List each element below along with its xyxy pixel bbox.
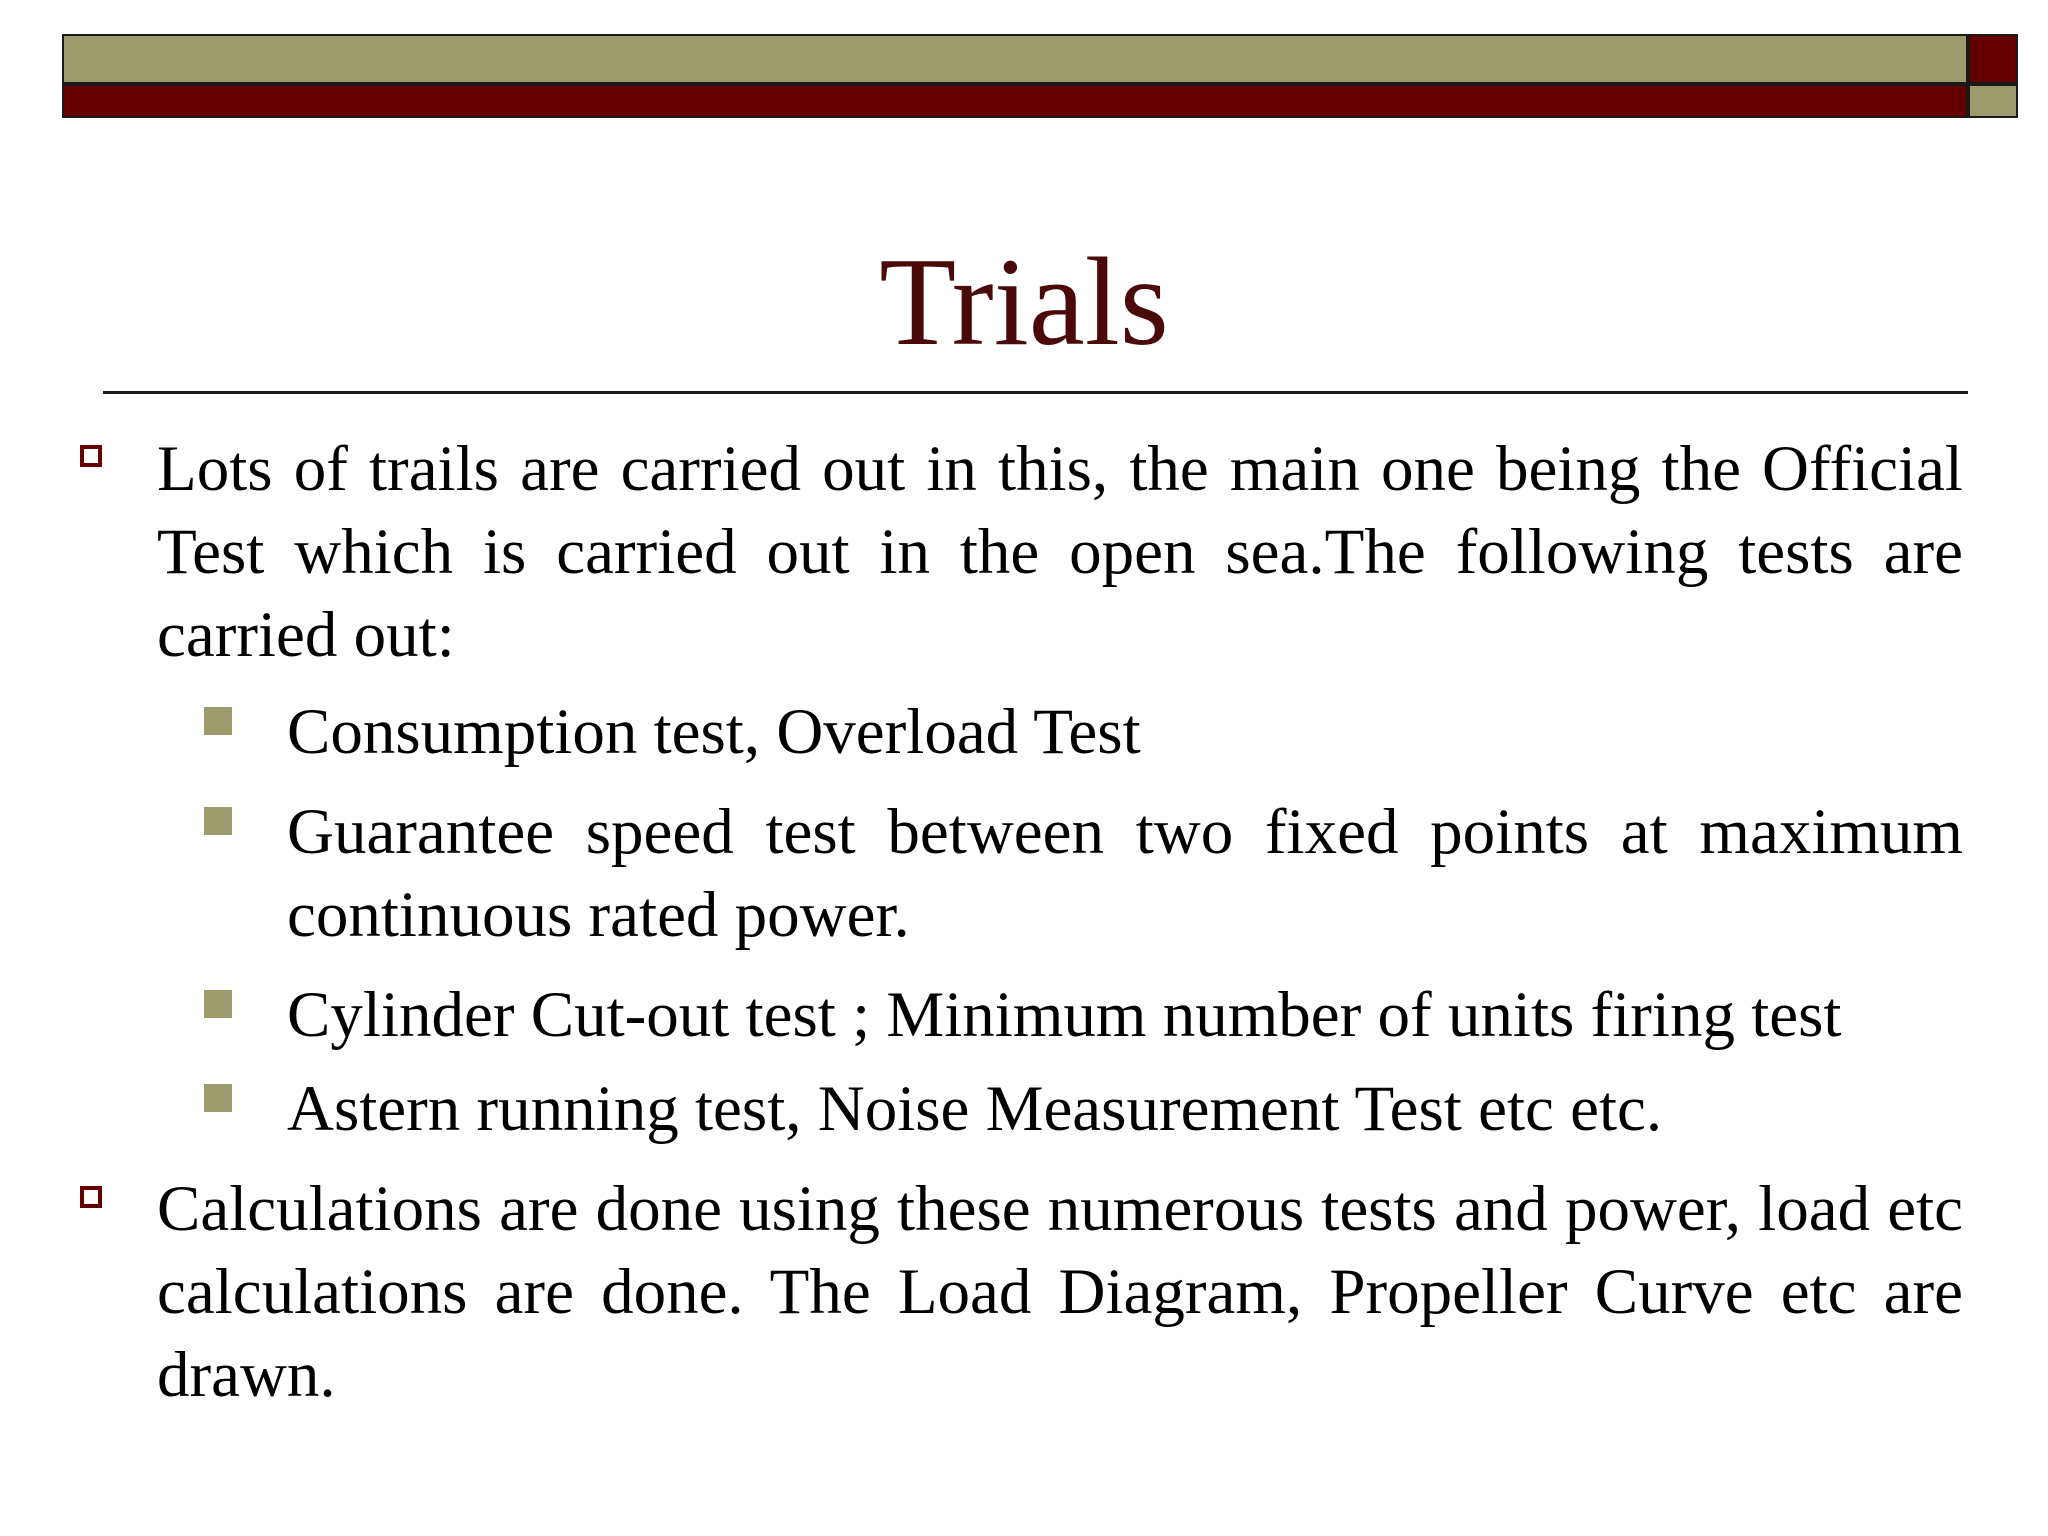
sub-bullet-3-text: Cylinder Cut-out test ; Minimum number of units firing test (287, 979, 1842, 1051)
filled-square-bullet-icon (204, 1084, 232, 1112)
filled-square-bullet-icon (204, 807, 232, 835)
hollow-square-bullet-icon (80, 1186, 102, 1208)
hollow-square-bullet-icon (80, 445, 102, 467)
sub-bullet-1-text: Consumption test, Overload Test (287, 696, 1141, 768)
sub-bullet-2-text: Guarantee speed test between two fixed points at maximum continuous rated power. (287, 796, 1963, 951)
slide-title: Trials (879, 233, 1169, 372)
filled-square-bullet-icon (204, 707, 232, 735)
filled-square-bullet-icon (204, 990, 232, 1018)
bullet-1-text: Lots of trails are carried out in this, the main one being the Official Test which is carried out in the open sea.The following tests are carried out: (157, 433, 1963, 671)
sub-bullet-4-text: Astern running test, Noise Measurement Test etc etc. (287, 1073, 1663, 1145)
bullet-2-text: Calculations are done using these numerous tests and power, load etc calculations are done. The Load Diagram, Propeller Curve etc are drawn. (157, 1173, 1963, 1411)
